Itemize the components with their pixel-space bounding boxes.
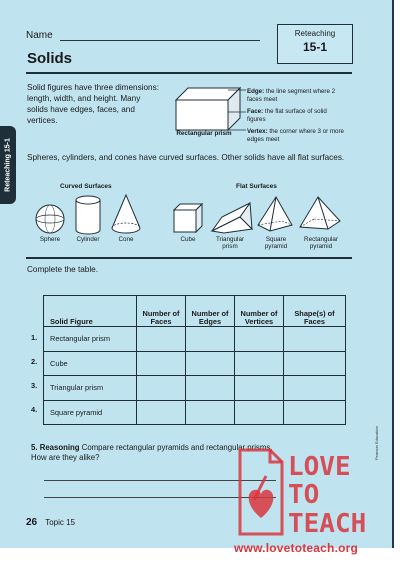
side-tab-label: Reteaching 15-1 <box>4 138 12 192</box>
row-number-4: 4. <box>31 405 38 414</box>
edges-answer-cell[interactable] <box>186 376 235 401</box>
vertices-answer-cell[interactable] <box>235 400 284 425</box>
reteaching-label: Reteaching <box>294 29 336 38</box>
publisher-credit: Pearson Education <box>374 426 379 460</box>
row-figure-name: Rectangular prism <box>44 327 137 352</box>
edges-answer-cell[interactable] <box>186 327 235 352</box>
love-to-teach-logo <box>236 448 376 538</box>
side-tab <box>0 126 16 204</box>
triangular-prism-figure <box>210 199 254 235</box>
question-5-text: Compare rectangular pyramids and rectangular prisms. How are they alike? <box>31 443 273 462</box>
header-face-shapes: Shape(s) of Faces <box>284 296 346 327</box>
row-number-3: 3. <box>31 381 38 390</box>
intro-text: Solid figures have three dimensions: length, width, and height. Many solids have edges, faces, and vertices. <box>27 83 159 125</box>
name-input-line[interactable] <box>60 40 260 41</box>
definition-pointer-lines <box>228 86 248 136</box>
name-label: Name <box>26 30 53 41</box>
sphere-figure <box>34 203 66 235</box>
face-shapes-answer-cell[interactable] <box>284 327 346 352</box>
topic-label: Topic 15 <box>45 518 75 527</box>
faces-answer-cell[interactable] <box>137 327 186 352</box>
section-divider <box>26 257 352 259</box>
cone-label: Cone <box>118 236 134 243</box>
rectangular-pyramid-figure <box>298 195 342 235</box>
flat-surfaces-label: Flat Surfaces <box>236 183 277 190</box>
cube-label: Cube <box>180 236 196 243</box>
cylinder-label: Cylinder <box>76 236 100 243</box>
question-5-number: 5. <box>31 443 38 452</box>
page-number: 26 <box>26 517 38 528</box>
faces-answer-cell[interactable] <box>137 376 186 401</box>
sphere-label: Sphere <box>39 236 61 243</box>
table-row <box>44 400 346 425</box>
prism-caption: Rectangular prism <box>176 130 232 137</box>
table-header-row <box>44 296 346 327</box>
surfaces-text: Spheres, cylinders, and cones have curved surfaces. Other solids have all flat surfaces. <box>27 153 345 162</box>
cone-figure <box>110 193 142 235</box>
header-vertices: Number of Vertices <box>235 296 284 327</box>
logo-word-to: TO <box>288 480 320 510</box>
square-pyramid-label: Square pyramid <box>264 236 288 250</box>
edges-answer-cell[interactable] <box>186 400 235 425</box>
question-5-heading: Reasoning <box>39 443 80 452</box>
row-number-1: 1. <box>31 333 38 342</box>
row-figure-name: Square pyramid <box>44 400 137 425</box>
page-title: Solids <box>27 50 73 67</box>
header-faces: Number of Faces <box>137 296 186 327</box>
square-pyramid-figure <box>256 195 296 235</box>
row-figure-name: Cube <box>44 351 137 376</box>
table-row <box>44 327 346 352</box>
header-edges: Number of Edges <box>186 296 235 327</box>
vertices-answer-cell[interactable] <box>235 327 284 352</box>
face-shapes-answer-cell[interactable] <box>284 376 346 401</box>
row-figure-name: Triangular prism <box>44 376 137 401</box>
triangular-prism-label: Triangular prism <box>215 236 245 250</box>
definition-face: Face: the flat surface of solid figures <box>247 108 327 123</box>
rectangular-pyramid-label: Rectangular pyramid <box>304 236 338 250</box>
edges-answer-cell[interactable] <box>186 351 235 376</box>
faces-answer-cell[interactable] <box>137 351 186 376</box>
header-solid-figure: Solid Figure <box>44 296 137 327</box>
table-row <box>44 351 346 376</box>
face-shapes-answer-cell[interactable] <box>284 400 346 425</box>
reteaching-box <box>277 24 353 64</box>
face-shapes-answer-cell[interactable] <box>284 351 346 376</box>
vertices-answer-cell[interactable] <box>235 351 284 376</box>
page-footer <box>26 517 75 528</box>
lesson-number: 15-1 <box>302 40 328 54</box>
definition-edge: Edge: the line segment where 2 faces meet <box>247 88 336 103</box>
instructions-text: Complete the table. <box>27 265 99 274</box>
website-url[interactable]: www.lovetoteach.org <box>234 541 359 555</box>
faces-answer-cell[interactable] <box>137 400 186 425</box>
cube-figure <box>172 202 204 234</box>
table-row <box>44 376 346 401</box>
title-divider <box>26 72 352 74</box>
row-number-2: 2. <box>31 357 38 366</box>
curved-surfaces-label: Curved Surfaces <box>60 183 112 190</box>
logo-word-teach: TEACH <box>288 509 367 538</box>
logo-word-love: LOVE <box>288 452 351 482</box>
vertices-answer-cell[interactable] <box>235 376 284 401</box>
definition-vertex: Vertex: the corner where 3 or more edges meet <box>247 128 345 143</box>
solids-table <box>43 295 346 425</box>
cylinder-figure <box>74 194 102 236</box>
